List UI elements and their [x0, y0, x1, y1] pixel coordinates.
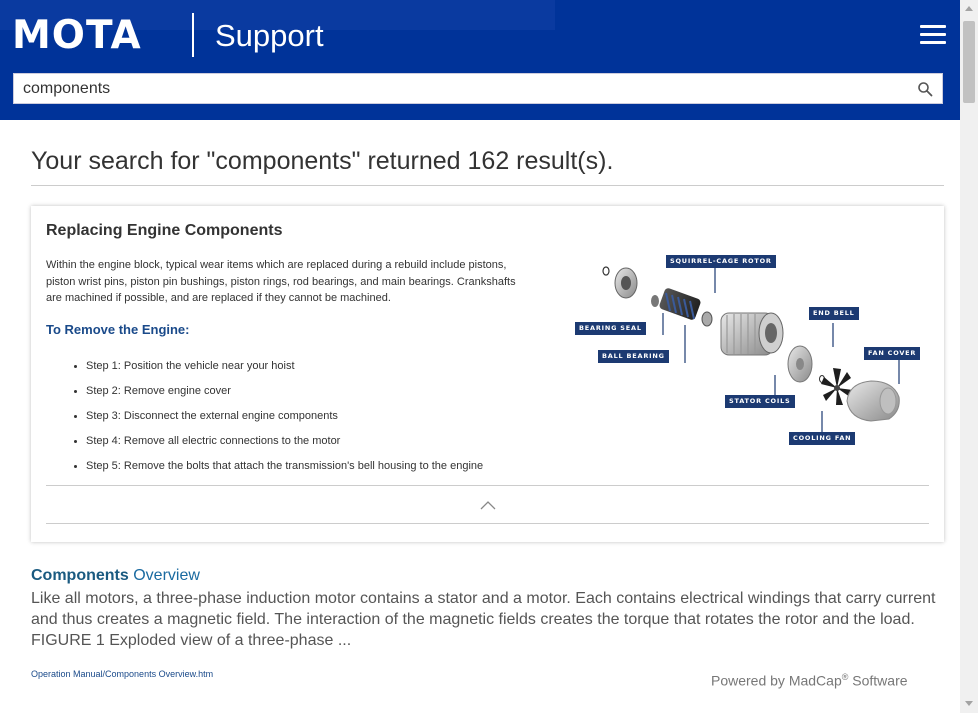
- search-bar[interactable]: [13, 73, 943, 104]
- search-result: [31, 566, 946, 651]
- results-heading: Your search for "components" returned 162 result(s).: [31, 147, 614, 175]
- result-title-link[interactable]: [31, 566, 946, 586]
- result-snippet: Like all motors, a three-phase induction motor contains a stator and a motor. Each contains electrical windings that carry current and thus creates a magnetic field. The interaction of the magnetic fields creates the torque that rotates the rotor and the load. FIGURE 1 Exploded view of a three-phase ...: [31, 590, 936, 649]
- logo-divider: [192, 13, 194, 57]
- featured-result-card: [31, 206, 944, 542]
- list-item: Step 1: Position the vehicle near your hoist: [86, 358, 483, 383]
- label-squirrel-cage-rotor: SQUIRREL-CAGE ROTOR: [666, 255, 776, 268]
- search-icon[interactable]: [917, 81, 933, 97]
- result-title-highlight[interactable]: Components: [31, 567, 129, 584]
- featured-result-paragraph: Within the engine block, typical wear items which are replaced during a rebuild include pistons, piston wrist pins, piston pin bushings, piston rings, rod bearings, and main bearings. Crankshafts are machined if possible, and are replaced if they cannot be machined.: [46, 259, 516, 304]
- list-item: Step 3: Disconnect the external engine components: [86, 408, 483, 433]
- label-bearing-seal: BEARING SEAL: [575, 322, 646, 335]
- chevron-up-icon[interactable]: [480, 500, 496, 510]
- label-cooling-fan: COOLING FAN: [789, 432, 855, 445]
- list-item: Step 4: Remove all electric connections to the motor: [86, 433, 483, 458]
- scroll-up-arrow-icon[interactable]: [965, 6, 973, 11]
- steps-list: [86, 358, 483, 483]
- header-bar: [0, 0, 960, 120]
- result-path-link[interactable]: Operation Manual/Components Overview.htm: [31, 669, 214, 679]
- list-item: Step 2: Remove engine cover: [86, 383, 483, 408]
- page-scrollbar[interactable]: [960, 0, 978, 713]
- list-item: Step 5: Remove the bolts that attach the transmission's bell housing to the engine: [86, 458, 483, 483]
- powered-prefix: Powered by MadCap: [711, 672, 842, 689]
- powered-by-footer[interactable]: [711, 672, 908, 689]
- scroll-down-arrow-icon[interactable]: [965, 701, 973, 706]
- label-ball-bearing: BALL BEARING: [598, 350, 669, 363]
- mota-logo[interactable]: MOTA: [12, 13, 142, 58]
- search-input[interactable]: [23, 79, 903, 99]
- label-fan-cover: FAN COVER: [864, 347, 920, 360]
- hamburger-icon[interactable]: [920, 25, 946, 47]
- support-title: Support: [215, 18, 324, 53]
- motor-exploded-diagram: [571, 251, 921, 456]
- scrollbar-thumb[interactable]: [963, 21, 975, 103]
- featured-result-subheading: To Remove the Engine:: [46, 322, 190, 337]
- featured-result-title: Replacing Engine Components: [46, 222, 283, 239]
- registered-mark: ®: [841, 672, 849, 682]
- heading-divider: [31, 185, 944, 186]
- label-stator-coils: STATOR COILS: [725, 395, 795, 408]
- card-divider: [46, 485, 929, 486]
- label-end-bell: END BELL: [809, 307, 859, 320]
- powered-suffix: Software: [848, 672, 908, 689]
- result-title-rest[interactable]: Overview: [133, 567, 200, 584]
- card-divider: [46, 523, 929, 524]
